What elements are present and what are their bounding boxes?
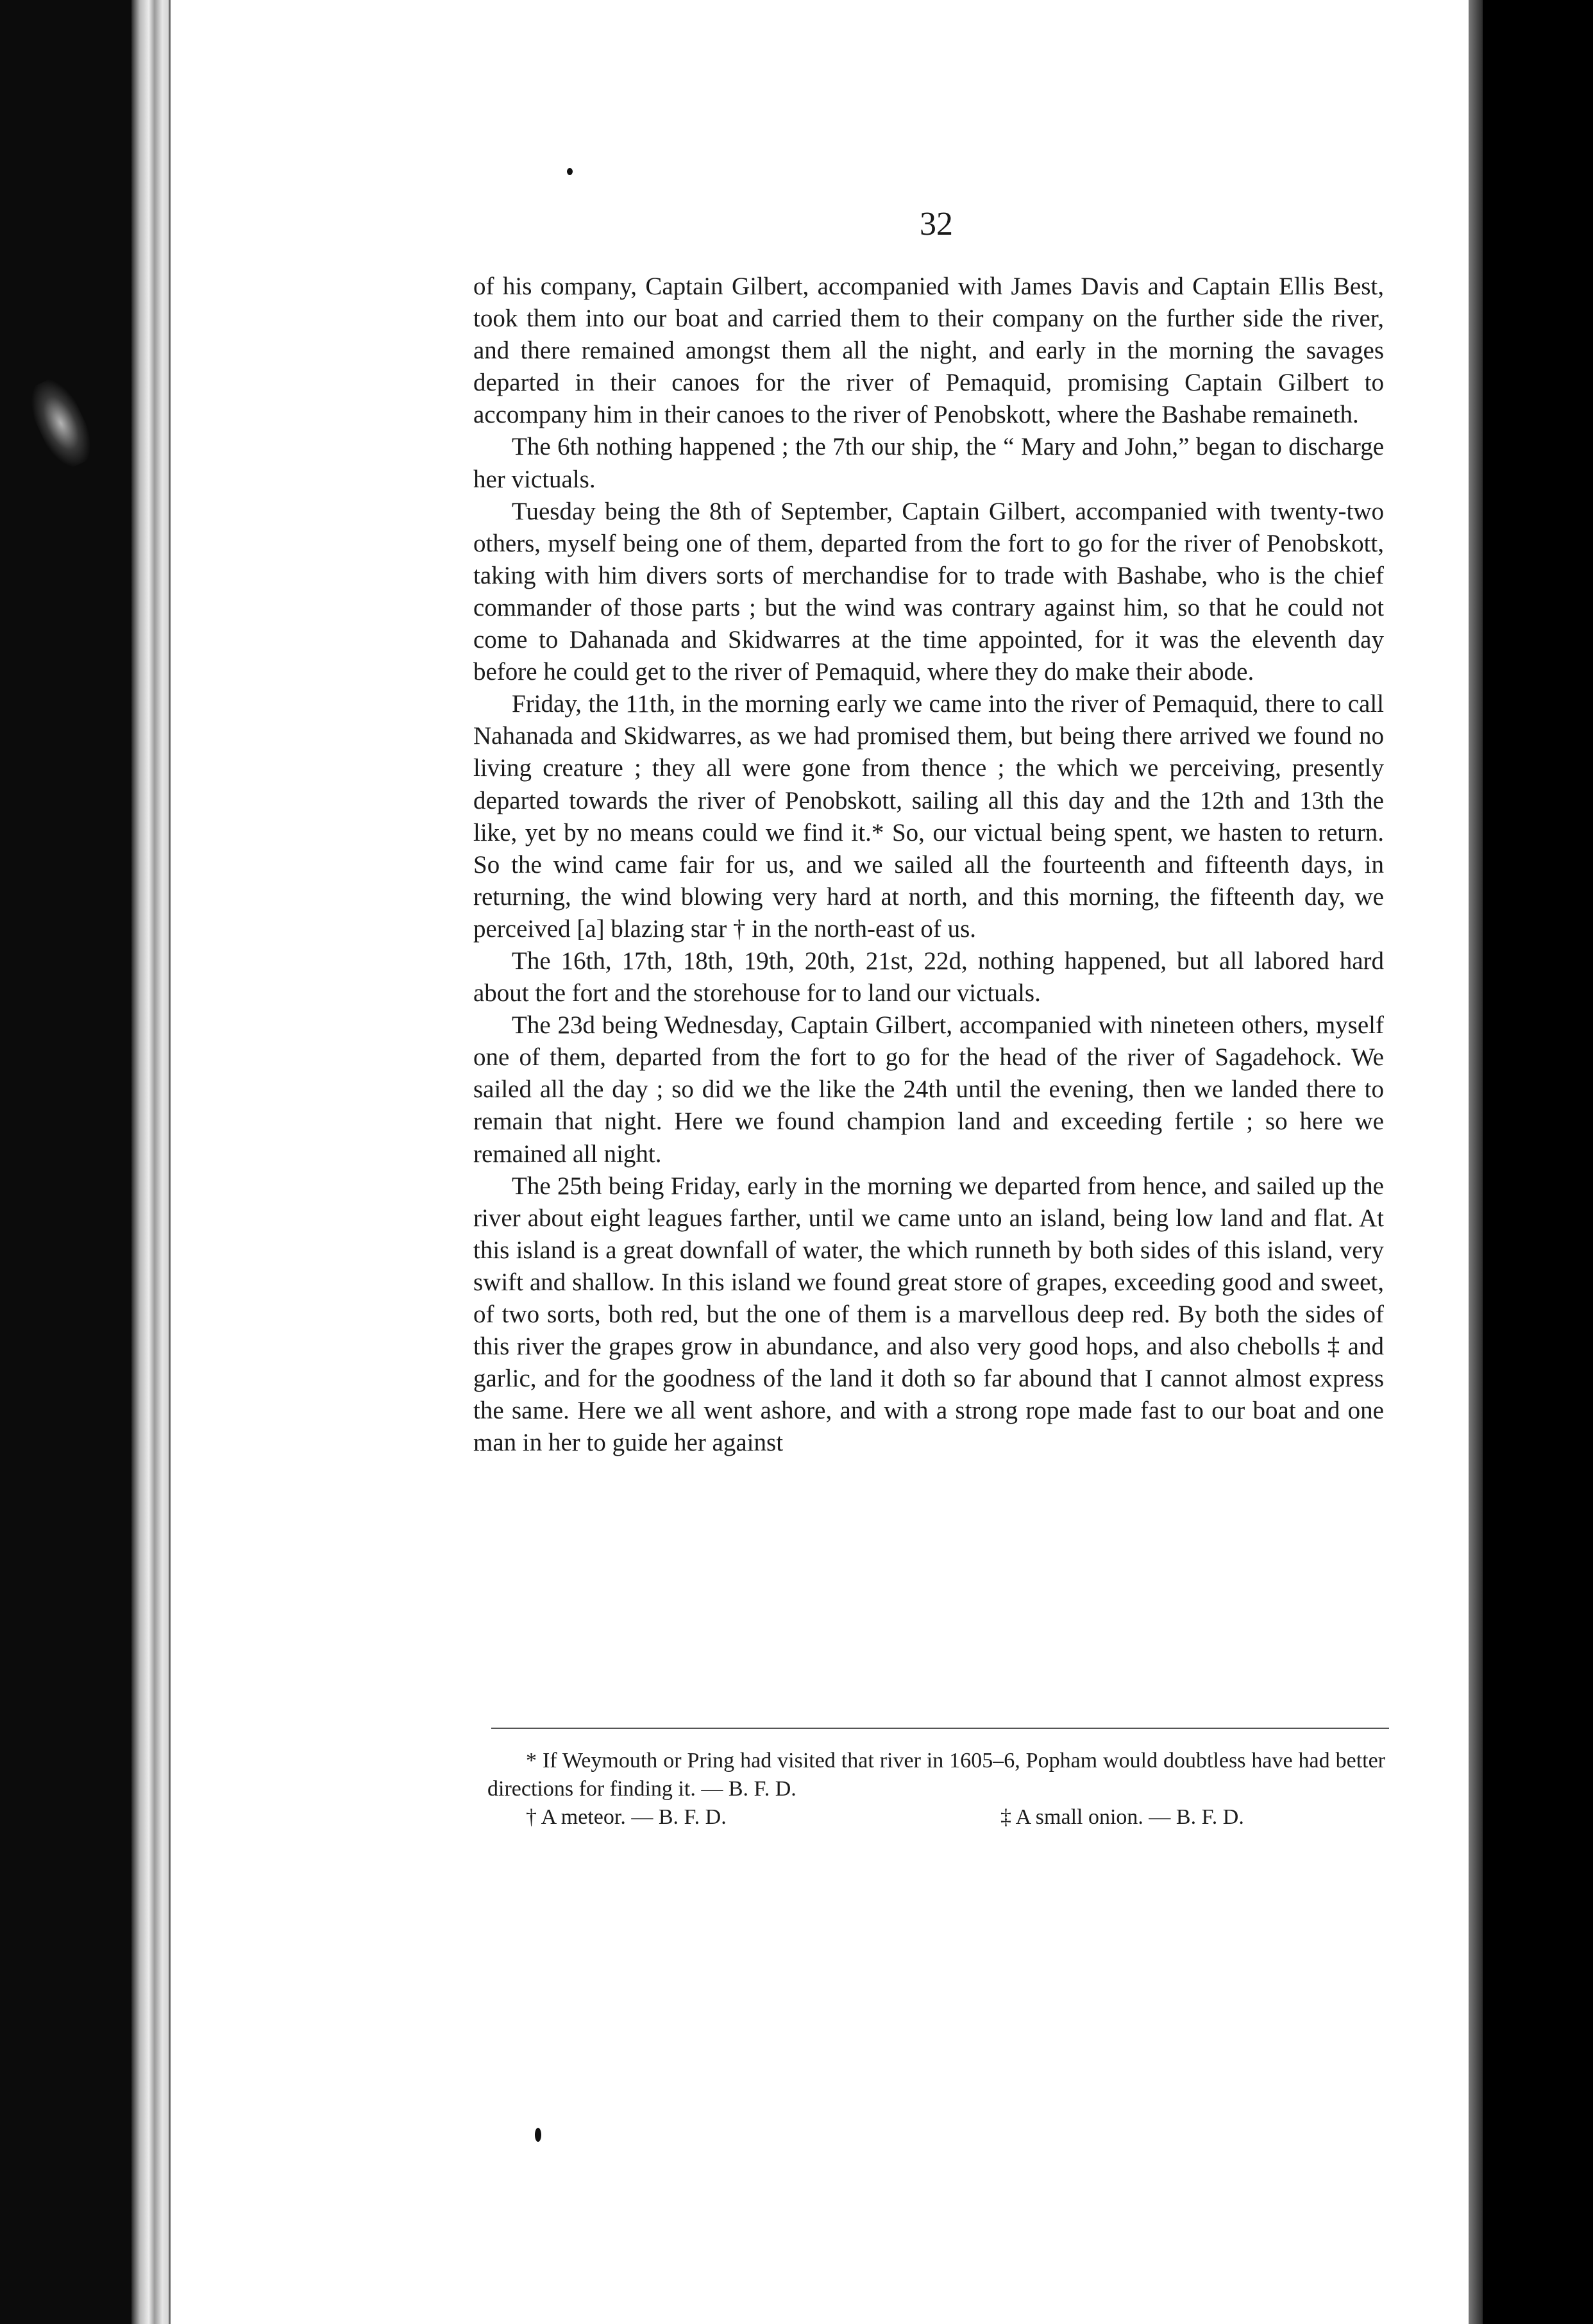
book-spine-edge	[131, 0, 170, 2324]
paragraph: The 23d being Wednesday, Captain Gilbert, accompanied with nineteen others, myself one of them, departed from the fort to go for the head of the river of Sagadehock. We sailed all the day ; so did we the like the 24th until the evening, then we landed there to remain that night. Here we found champion land and exceeding fertile ; so here we remained all night.	[473, 1011, 1384, 1168]
paragraph: of his company, Captain Gilbert, accompanied with James Davis and Captain Ellis Best, took them into our boat and carried them to their company on the further side the river, and there remained amongst them all the night, and early in the morning the savages departed in their canoes for the river of Pemaquid, promising Captain Gilbert to accompany him in their canoes to the river of Penobskott, where the Bashabe remaineth.	[473, 273, 1384, 429]
footnotes	[487, 1747, 1385, 1831]
paragraph: The 6th nothing happened ; the 7th our ship, the “ Mary and John,” began to discharge her victuals.	[473, 433, 1384, 493]
body-text	[473, 271, 1384, 1459]
scan-right-dark-margin	[1469, 0, 1593, 2324]
footnote-meteor: † A meteor. — B. F. D.	[526, 1805, 727, 1829]
scan-left-dark-margin	[0, 0, 131, 2324]
footnote-row	[487, 1803, 1385, 1831]
paragraph: The 16th, 17th, 18th, 19th, 20th, 21st, 22d, nothing happened, but all labored hard about the fort and the storehouse for to land our victuals.	[473, 947, 1384, 1007]
footnote-divider	[491, 1728, 1389, 1729]
page-right-edge-shadow	[1469, 0, 1483, 2324]
ink-speck-bottom	[535, 2128, 541, 2142]
page-number: 32	[920, 206, 953, 242]
ink-speck-top	[567, 168, 573, 175]
paragraph: The 25th being Friday, early in the morning we departed from hence, and sailed up the river about eight leagues farther, until we came unto an island, being low land and flat. At this island is a great downfall of water, the which runneth by both sides of this island, very swift and shallow. In this island we found great store of grapes, exceeding good and sweet, of two sorts, both red, but the one of them is a marvellous deep red. By both the sides of this river the grapes grow in abundance, and also very good hops, and also chebolls ‡ and garlic, and for the goodness of the land it doth so far abound that I cannot almost express the same. Here we all went ashore, and with a strong rope made fast to our boat and one man in her to guide her against	[473, 1172, 1384, 1457]
footnote-weymouth: * If Weymouth or Pring had visited that river in 1605–6, Popham would doubtless have had better directions for finding it. — B. F. D.	[487, 1749, 1385, 1801]
paragraph: Friday, the 11th, in the morning early we came into the river of Pemaquid, there to call Nahanada and Skidwarres, as we had promised them, but being there arrived we found no living creature ; they all were gone from thence ; the which we perceiving, presently departed towards the river of Penobskott, sailing all this day and the 12th and 13th the like, yet by no means could we find it.* So, our victual being spent, we hasten to return. So the wind came fair for us, and we sailed all the fourteenth and fifteenth days, in returning, the wind blowing very hard at north, and this morning, the fifteenth day, we perceived [a] blazing star † in the north-east of us.	[473, 690, 1384, 943]
footnote-onion: ‡ A small onion. — B. F. D.	[1000, 1805, 1244, 1829]
paragraph: Tuesday being the 8th of September, Captain Gilbert, accompanied with twenty-two others, myself being one of them, departed from the fort to go for the river of Penobskott, taking with him divers sorts of merchandise for to trade with Bashabe, who is the chief commander of those parts ; but the wind was contrary against him, so that he could not come to Dahanada and Skidwarres at the time appointed, for it was the eleventh day before he could get to the river of Pemaquid, where they do make their abode.	[473, 497, 1384, 686]
